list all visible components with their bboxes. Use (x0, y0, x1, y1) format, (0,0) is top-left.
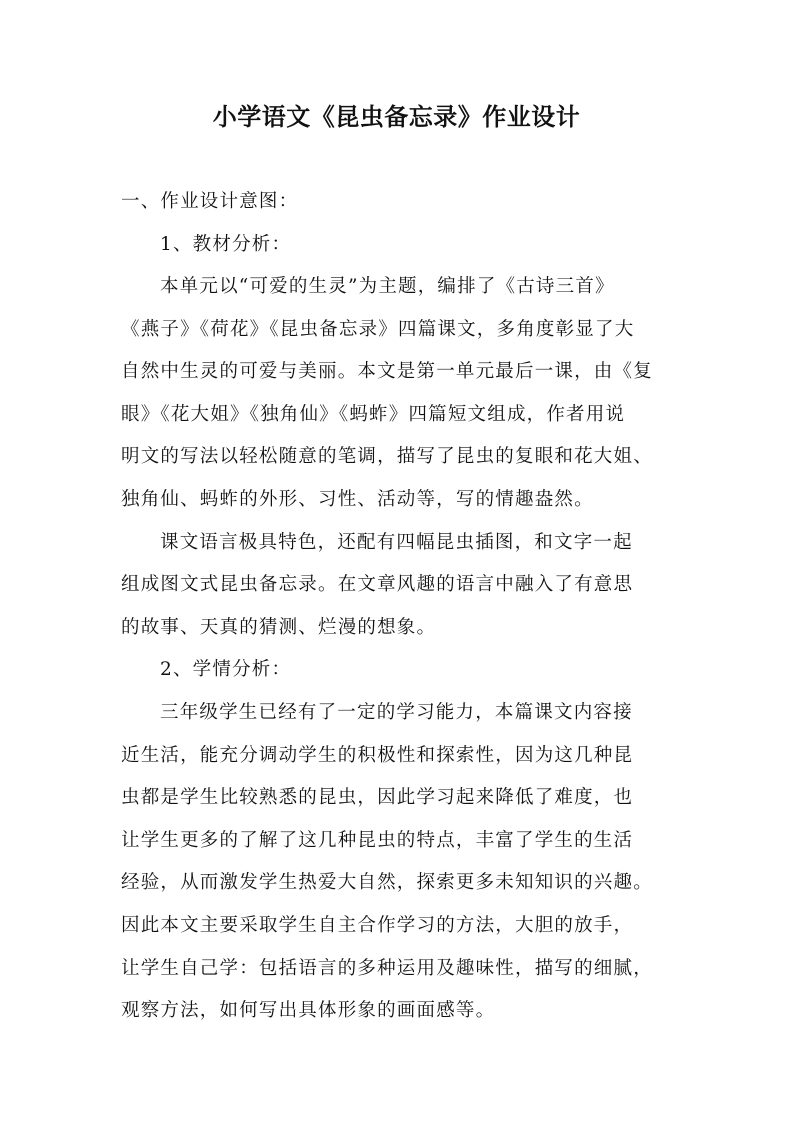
section-heading: 一、作业设计意图： (121, 191, 299, 212)
paragraph-line: 近生活，能充分调动学生的积极性和探索性，因为这几种昆 (121, 745, 634, 766)
paragraph-line: 组成图文式昆虫备忘录。在文章风趣的语言中融入了有意思 (121, 574, 634, 595)
paragraph-line: 明文的写法以轻松随意的笔调，描写了昆虫的复眼和花大姐、 (121, 446, 653, 467)
paragraph-line: 眼》《花大姐》《独角仙》《蚂蚱》四篇短文组成，作者用说 (121, 404, 626, 425)
paragraph-line: 虫都是学生比较熟悉的昆虫，因此学习起来降低了难度，也 (121, 787, 634, 808)
paragraph-line: 经验，从而激发学生热爱大自然，探索更多未知知识的兴趣。 (121, 872, 653, 893)
paragraph-line: 三年级学生已经有了一定的学习能力，本篇课文内容接 (160, 702, 633, 723)
paragraph-line: 的故事、天真的猜测、烂漫的想象。 (121, 617, 437, 638)
document-title: 小学语文《昆虫备忘录》作业设计 (212, 103, 581, 131)
subsection-heading: 2、学情分析： (160, 659, 292, 680)
paragraph-line: 课文语言极具特色，还配有四幅昆虫插图，和文字一起 (160, 532, 633, 553)
paragraph-line: 让学生更多的了解了这几种昆虫的特点，丰富了学生的生活 (121, 830, 634, 851)
paragraph-line: 观察方法，如何写出具体形象的画面感等。 (121, 1000, 496, 1021)
paragraph-line: 因此本文主要采取学生自主合作学习的方法，大胆的放手， (121, 915, 634, 936)
paragraph-line: 让学生自己学：包括语言的多种运用及趣味性，描写的细腻， (121, 958, 653, 979)
paragraph-line: 《燕子》《荷花》《昆虫备忘录》四篇课文，多角度彰显了大 (121, 319, 635, 340)
paragraph-line: 本单元以“可爱的生灵”为主题，编排了《古诗三首》 (160, 276, 615, 297)
subsection-heading: 1、教材分析： (160, 234, 292, 255)
paragraph-line: 自然中生灵的可爱与美丽。本文是第一单元最后一课，由《复 (121, 361, 653, 382)
paragraph-line: 独角仙、蚂蚱的外形、习性、活动等，写的情趣盎然。 (121, 489, 594, 510)
